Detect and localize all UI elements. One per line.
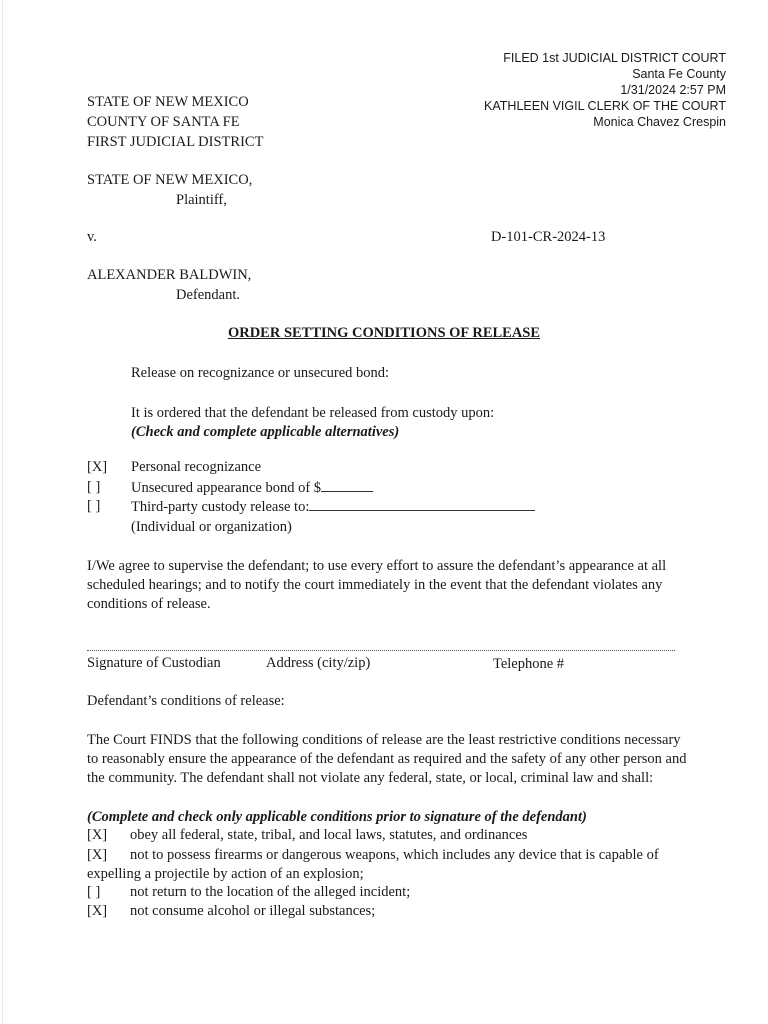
condition-text: not return to the location of the alleged incident; <box>130 884 411 900</box>
telephone-label: Telephone # <box>493 656 565 672</box>
stamp-line: Santa Fe County <box>632 67 726 81</box>
checkbox[interactable]: [X] <box>87 847 108 863</box>
ordered-text: It is ordered that the defendant be released from custody upon: <box>131 405 495 421</box>
agreement-paragraph: I/We agree to supervise the defendant; to use every effort to assure the defendant’s appearance at all scheduled hearings; and to notify the court immediately in the event that the defendant violates any conditions of release. <box>87 558 667 612</box>
custody-note: (Individual or organization) <box>131 519 292 535</box>
condition-item <box>87 846 687 884</box>
scan-edge <box>2 0 3 1024</box>
custodian-signature-label: Signature of Custodian <box>87 655 221 671</box>
stamp-line: 1/31/2024 2:57 PM <box>620 83 726 97</box>
custodian-blank[interactable] <box>309 498 535 511</box>
condition-item <box>87 826 687 845</box>
address-label: Address (city/zip) <box>266 655 371 671</box>
option-label: Third-party custody release to: <box>131 499 310 515</box>
plaintiff-role: Plaintiff, <box>176 192 227 208</box>
filing-stamp <box>484 50 726 130</box>
checkbox[interactable]: [X] <box>87 903 108 919</box>
defendant-role: Defendant. <box>176 287 241 303</box>
plaintiff-name: STATE OF NEW MEXICO, <box>87 172 253 188</box>
condition-text: obey all federal, state, tribal, and local laws, statutes, and ordinances <box>130 827 528 843</box>
stamp-line: Monica Chavez Crespin <box>593 115 726 129</box>
defendant-block <box>87 265 251 305</box>
plaintiff-block <box>87 170 252 210</box>
checkbox[interactable]: [ ] <box>87 498 101 514</box>
checkbox[interactable]: [X] <box>87 827 108 843</box>
condition-item <box>87 883 687 902</box>
checkbox[interactable]: [ ] <box>87 884 101 900</box>
option-label: Unsecured appearance bond of $ <box>131 480 322 496</box>
document-title: ORDER SETTING CONDITIONS OF RELEASE <box>227 325 541 341</box>
court-caption <box>87 92 263 152</box>
court-line: FIRST JUDICIAL DISTRICT <box>87 134 264 150</box>
conditions-heading: Defendant’s conditions of release: <box>87 693 285 709</box>
stamp-line: KATHLEEN VIGIL CLERK OF THE COURT <box>484 99 726 113</box>
condition-text: not to possess firearms or dangerous weapons, which includes any device that is capable of expelling a projectile by action of an explosion; <box>87 847 659 882</box>
case-number: D-101-CR-2024-13 <box>491 229 606 245</box>
checkbox[interactable]: [ ] <box>87 479 101 495</box>
defendant-name: ALEXANDER BALDWIN, <box>87 267 252 283</box>
signature-line[interactable] <box>87 650 675 651</box>
ordered-instruction: (Check and complete applicable alternatives) <box>131 424 400 440</box>
findings-paragraph: The Court FINDS that the following conditions of release are the least restrictive conditions necessary to reasonably ensure the appearance of the defendant as required and the safety of any other person and the community. The defendant shall not violate any federal, state, or local, criminal law and shall: <box>87 732 687 786</box>
versus: v. <box>87 229 97 245</box>
checkbox[interactable]: [X] <box>87 459 108 475</box>
condition-text: not consume alcohol or illegal substances; <box>130 903 376 919</box>
option-label: Personal recognizance <box>131 459 262 475</box>
court-line: STATE OF NEW MEXICO <box>87 94 249 110</box>
condition-item <box>87 902 687 921</box>
bond-amount-blank[interactable] <box>321 479 373 492</box>
court-line: COUNTY OF SANTA FE <box>87 114 240 130</box>
conditions-instruction: (Complete and check only applicable conditions prior to signature of the defendant) <box>87 809 587 825</box>
release-intro: Release on recognizance or unsecured bond: <box>131 365 390 381</box>
stamp-line: FILED 1st JUDICIAL DISTRICT COURT <box>503 51 726 65</box>
